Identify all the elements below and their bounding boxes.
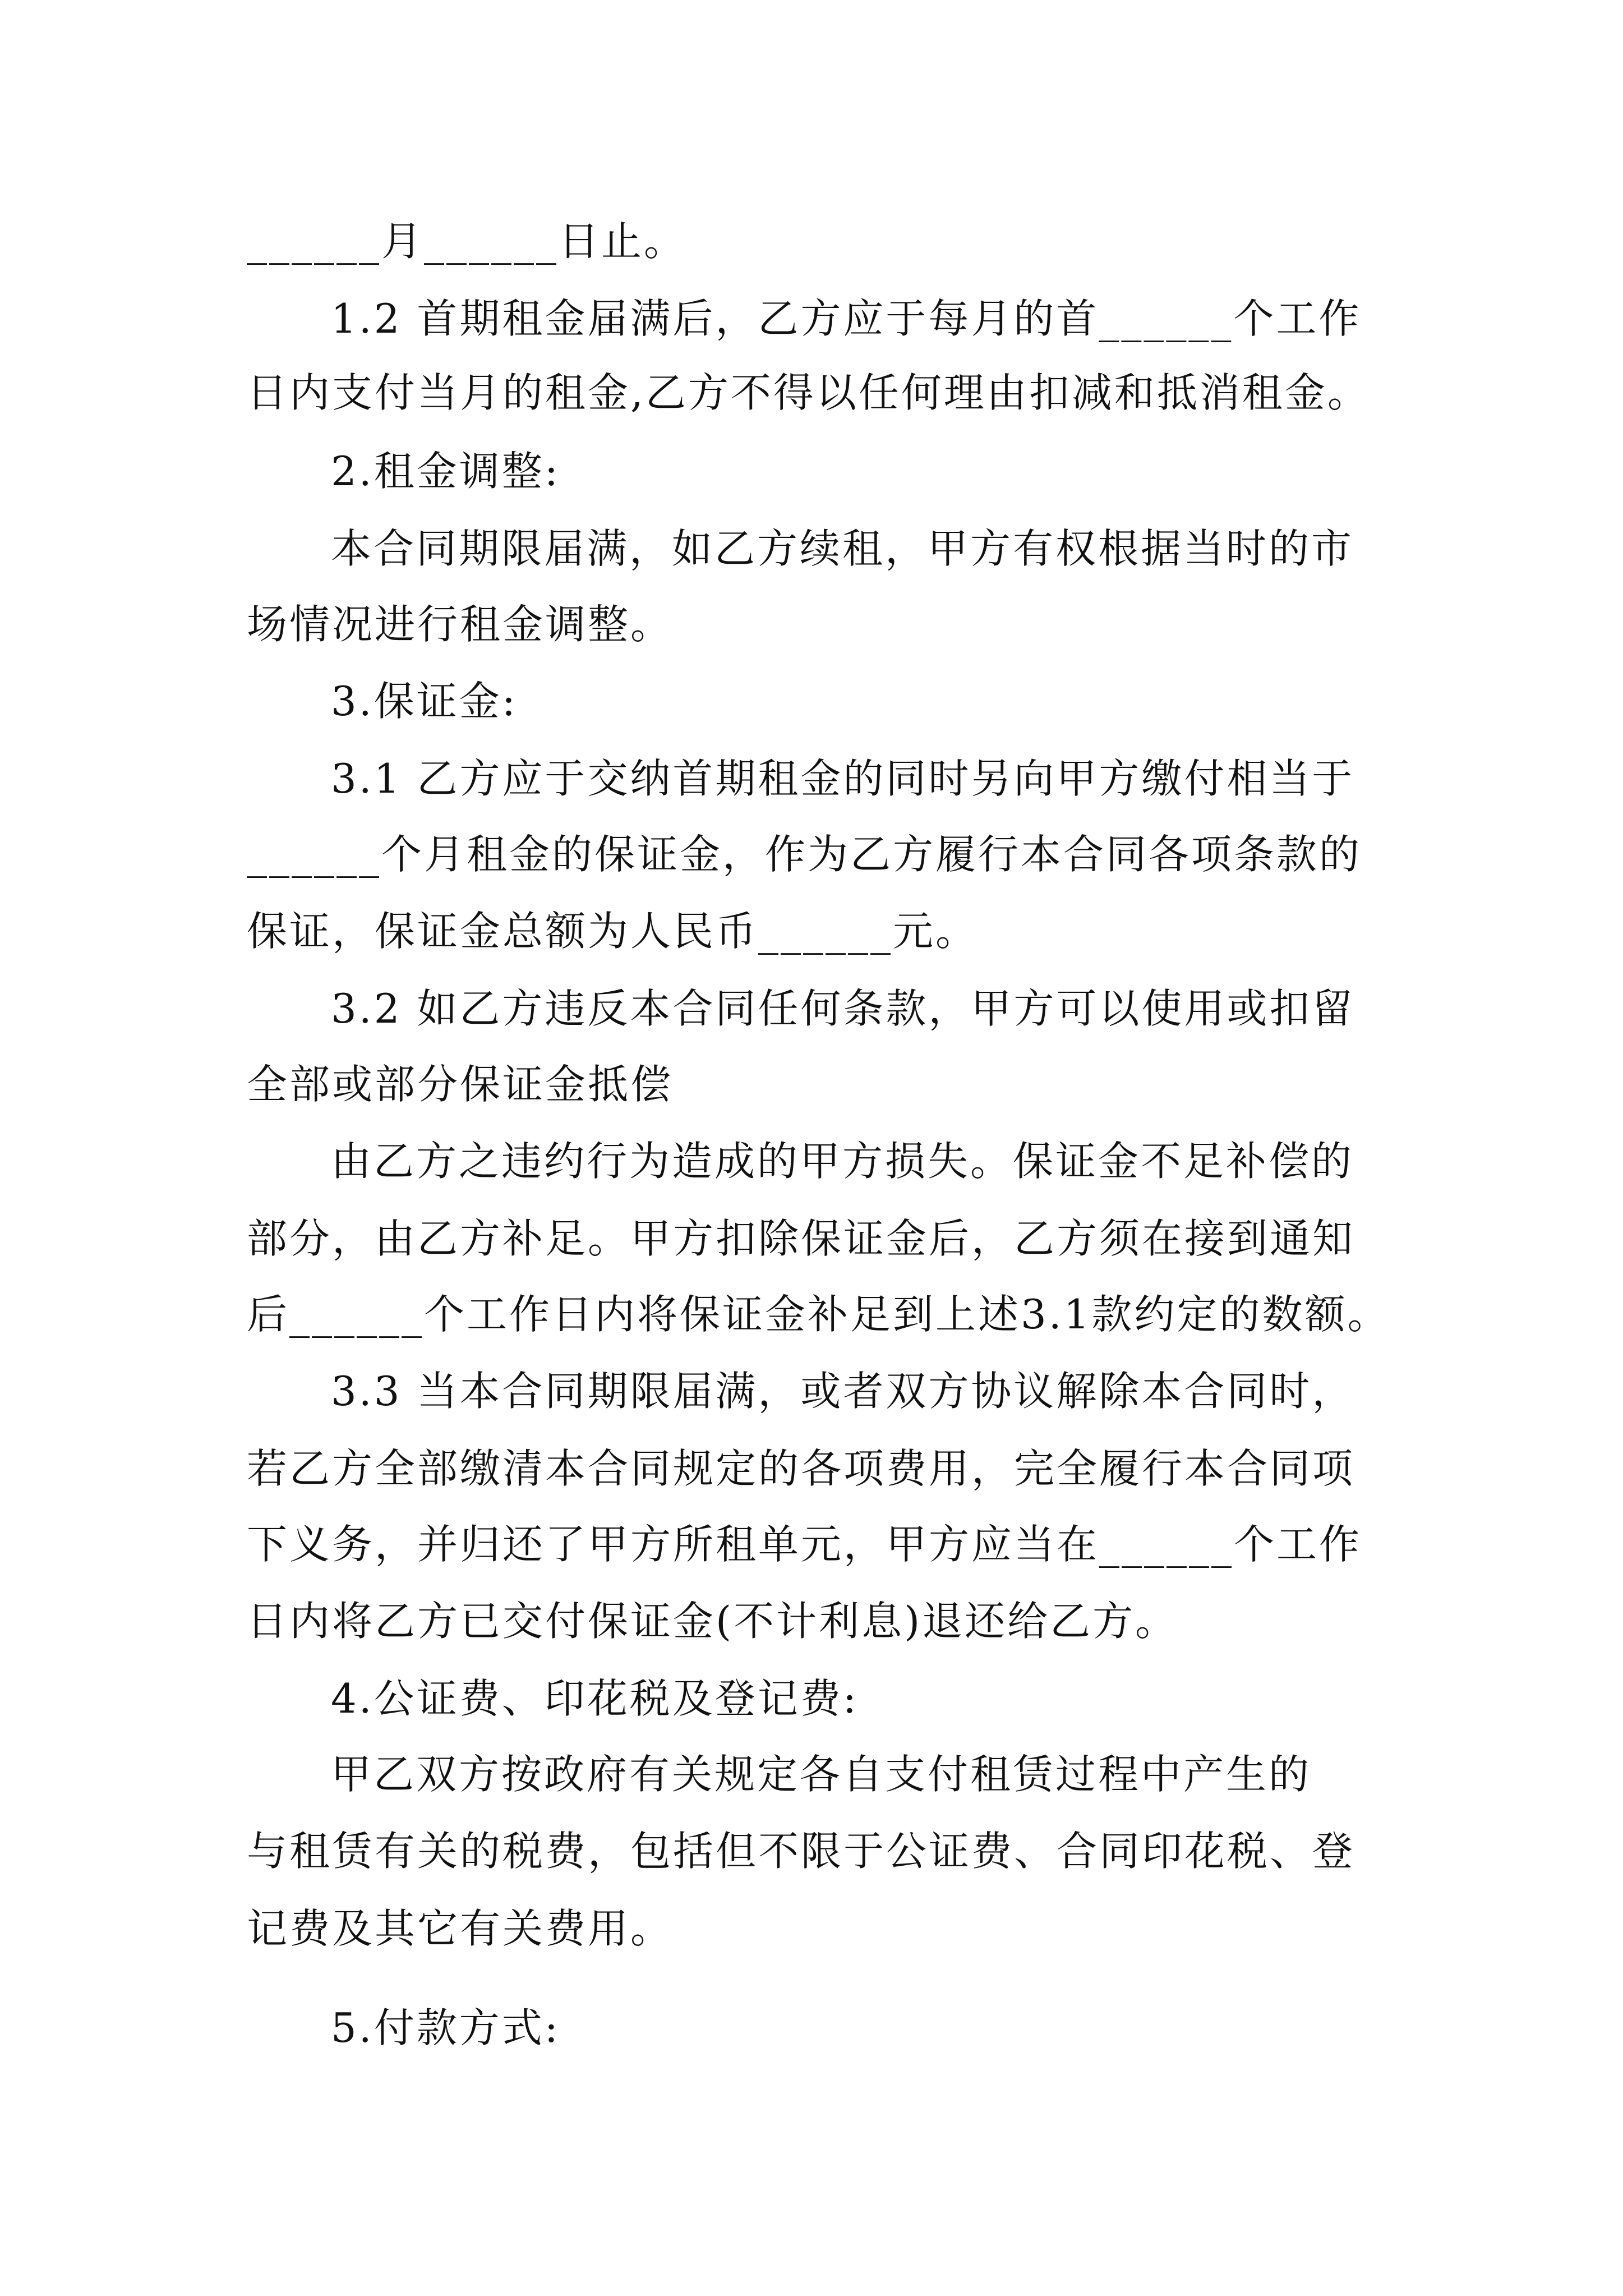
section-heading-rent-adjustment: 2.租金调整:	[331, 448, 560, 495]
text-line-9: ______个月租金的保证金，作为乙方履行本合同各项条款的	[247, 831, 1362, 878]
section-heading-payment: 5.付款方式:	[331, 2004, 560, 2051]
text-line-13: 由乙方之违约行为造成的甲方损失。保证金不足补偿的	[331, 1138, 1354, 1185]
text-line-10: 保证，保证金总额为人民币______元。	[247, 908, 979, 955]
text-line-2: 1.2 首期租金届满后，乙方应于每月的首______个工作	[331, 295, 1362, 342]
section-heading-deposit: 3.保证金:	[331, 678, 518, 725]
text-line-1: ______月______日止。	[247, 218, 687, 265]
text-line-11: 3.2 如乙方违反本合同任何条款，甲方可以使用或扣留	[331, 985, 1355, 1032]
text-line-15: 后______个工作日内将保证金补足到上述3.1款约定的数额。	[247, 1291, 1390, 1338]
text-line-22: 与租赁有关的税费，包括但不限于公证费、合同印花税、登	[247, 1828, 1355, 1875]
text-line-21: 甲乙双方按政府有关规定各自支付租赁过程中产生的	[331, 1751, 1312, 1798]
text-line-6: 场情况进行租金调整。	[247, 601, 674, 648]
text-line-3: 日内支付当月的租金,乙方不得以任何理由扣减和抵消租金。	[247, 369, 1370, 416]
text-line-14: 部分，由乙方补足。甲方扣除保证金后，乙方须在接到通知	[247, 1215, 1355, 1262]
text-line-5: 本合同期限届满，如乙方续租，甲方有权根据当时的市	[331, 525, 1354, 572]
text-line-19: 日内将乙方已交付保证金(不计利息)退还给乙方。	[247, 1598, 1178, 1645]
text-line-18: 下义务，并归还了甲方所租单元，甲方应当在______个工作	[247, 1521, 1362, 1568]
text-line-17: 若乙方全部缴清本合同规定的各项费用，完全履行本合同项	[247, 1445, 1355, 1492]
text-line-16: 3.3 当本合同期限届满，或者双方协议解除本合同时，	[331, 1368, 1355, 1415]
text-line-8: 3.1 乙方应于交纳首期租金的同时另向甲方缴付相当于	[331, 755, 1355, 802]
text-line-23: 记费及其它有关费用。	[247, 1905, 674, 1952]
text-line-12: 全部或部分保证金抵偿	[247, 1061, 674, 1108]
section-heading-fees: 4.公证费、印花税及登记费:	[331, 1675, 859, 1722]
